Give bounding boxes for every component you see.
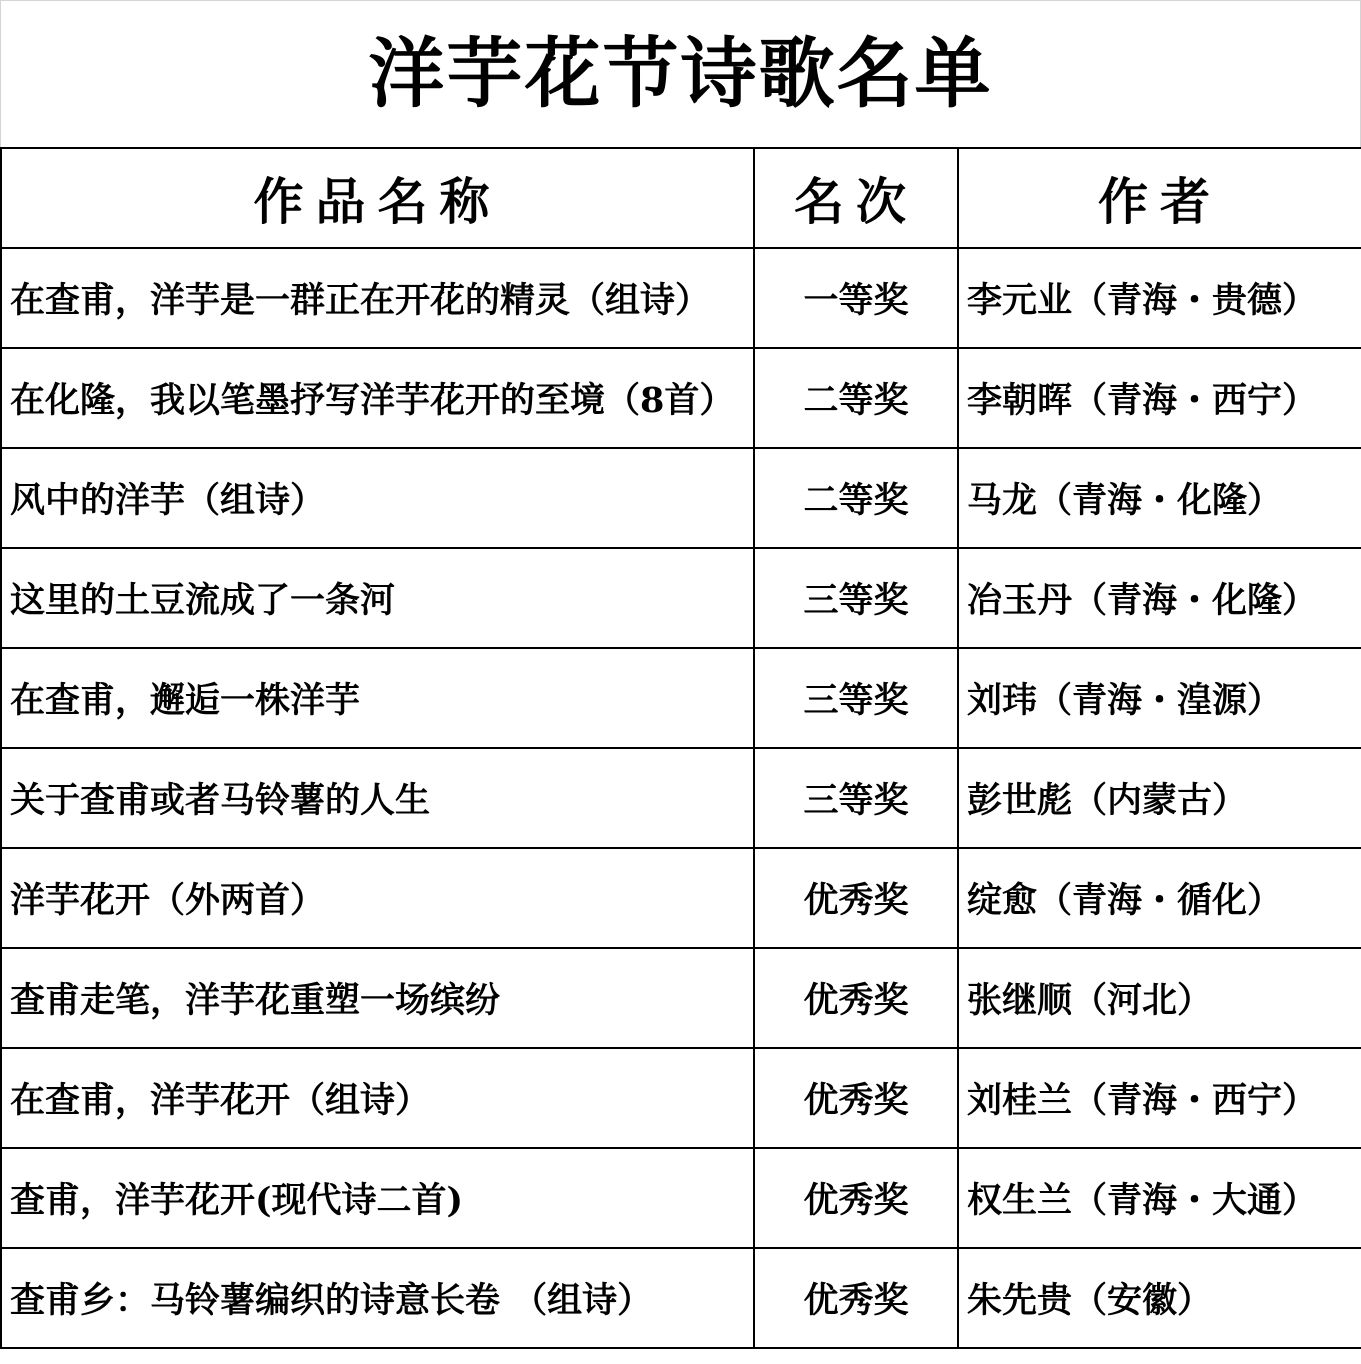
- work-cell: 关于查甫或者马铃薯的人生: [1, 748, 754, 848]
- rank-cell: 二等奖: [754, 348, 958, 448]
- author-cell: 彭世彪（内蒙古）: [958, 748, 1361, 848]
- table-row: [1, 1148, 1361, 1248]
- rank-cell: 优秀奖: [754, 848, 958, 948]
- author-cell: 刘桂兰（青海・西宁）: [958, 1048, 1361, 1148]
- work-cell: 在化隆，我以笔墨抒写洋芋花开的至境（8首）: [1, 348, 754, 448]
- rank-cell: 二等奖: [754, 448, 958, 548]
- rank-cell: 一等奖: [754, 248, 958, 348]
- work-cell: 这里的土豆流成了一条河: [1, 548, 754, 648]
- header-rank: 名次: [754, 148, 958, 248]
- rank-cell: 三等奖: [754, 748, 958, 848]
- rank-cell: 优秀奖: [754, 948, 958, 1048]
- author-cell: 绽愈（青海・循化）: [958, 848, 1361, 948]
- header-work: 作品名称: [1, 148, 754, 248]
- rank-cell: 优秀奖: [754, 1148, 958, 1248]
- work-cell: 洋芋花开（外两首）: [1, 848, 754, 948]
- work-cell: 在查甫，邂逅一株洋芋: [1, 648, 754, 748]
- author-cell: 张继顺（河北）: [958, 948, 1361, 1048]
- author-cell: 李朝晖（青海・西宁）: [958, 348, 1361, 448]
- table-row: [1, 748, 1361, 848]
- table-row: [1, 248, 1361, 348]
- work-cell: 风中的洋芋（组诗）: [1, 448, 754, 548]
- work-cell: 查甫乡：马铃薯编织的诗意长卷 （组诗）: [1, 1248, 754, 1348]
- author-cell: 刘玮（青海・湟源）: [958, 648, 1361, 748]
- work-cell: 在查甫，洋芋是一群正在开花的精灵（组诗）: [1, 248, 754, 348]
- table-row: [1, 648, 1361, 748]
- author-cell: 朱先贵（安徽）: [958, 1248, 1361, 1348]
- author-cell: 马龙（青海・化隆）: [958, 448, 1361, 548]
- table-row: [1, 348, 1361, 448]
- award-table: [0, 147, 1361, 1349]
- table-row: [1, 548, 1361, 648]
- title-banner: [0, 0, 1361, 148]
- table-row: [1, 1048, 1361, 1148]
- rank-cell: 三等奖: [754, 648, 958, 748]
- author-cell: 李元业（青海・贵德）: [958, 248, 1361, 348]
- work-cell: 查甫，洋芋花开(现代诗二首): [1, 1148, 754, 1248]
- table-row: [1, 448, 1361, 548]
- table-row: [1, 848, 1361, 948]
- table-row: [1, 948, 1361, 1048]
- rank-cell: 三等奖: [754, 548, 958, 648]
- rank-cell: 优秀奖: [754, 1248, 958, 1348]
- page-title: 洋芋花节诗歌名单: [368, 29, 993, 118]
- table-row: [1, 1248, 1361, 1348]
- author-cell: 权生兰（青海・大通）: [958, 1148, 1361, 1248]
- author-cell: 冶玉丹（青海・化隆）: [958, 548, 1361, 648]
- header-author: 作者: [958, 148, 1361, 248]
- work-cell: 查甫走笔，洋芋花重塑一场缤纷: [1, 948, 754, 1048]
- work-cell: 在查甫，洋芋花开（组诗）: [1, 1048, 754, 1148]
- rank-cell: 优秀奖: [754, 1048, 958, 1148]
- header-row: [1, 148, 1361, 248]
